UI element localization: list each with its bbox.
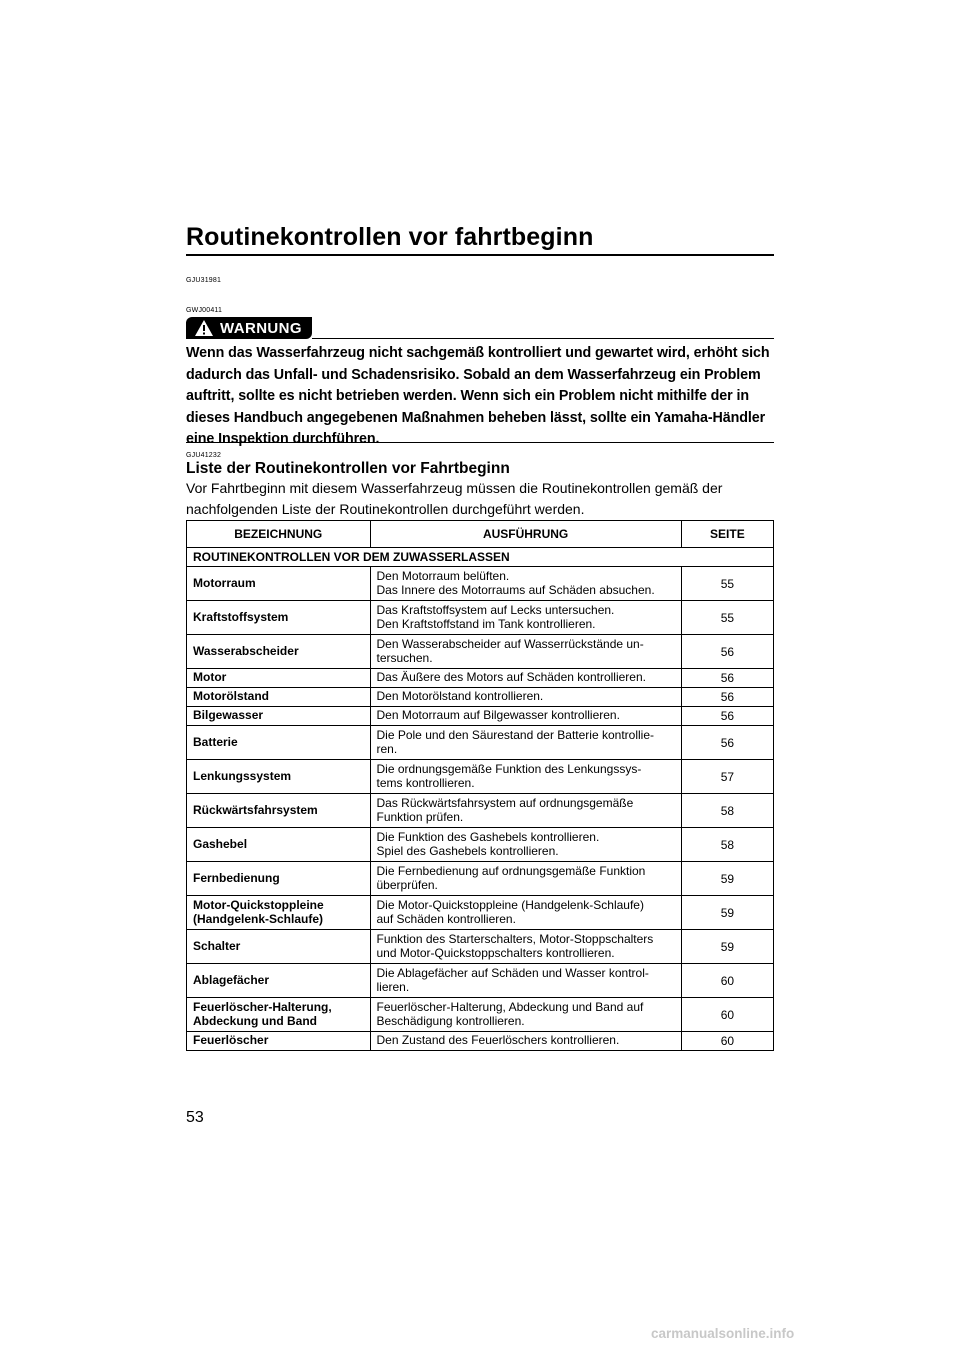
row-action: Die Pole und den Säurestand der Batterie kontrollie- ren. <box>370 726 681 760</box>
row-page: 56 <box>681 669 773 688</box>
row-name: Gashebel <box>187 828 371 862</box>
page-title: Routinekontrollen vor fahrtbeginn <box>186 222 774 256</box>
table-row <box>187 862 774 896</box>
row-name: Feuerlöscher-Halterung, Abdeckung und Band <box>187 998 371 1032</box>
table-row <box>187 964 774 998</box>
watermark: carmanualsonline.info <box>651 1326 795 1341</box>
table-row <box>187 567 774 601</box>
table-row <box>187 828 774 862</box>
row-name: Motorraum <box>187 567 371 601</box>
table-row <box>187 760 774 794</box>
routine-checks-table <box>186 520 774 1051</box>
row-name: Fernbedienung <box>187 862 371 896</box>
column-header-seite: SEITE <box>681 521 773 548</box>
table-row <box>187 635 774 669</box>
row-action: Den Motorölstand kontrollieren. <box>370 688 681 707</box>
row-page: 55 <box>681 567 773 601</box>
row-name: Motor <box>187 669 371 688</box>
warning-end-rule <box>186 442 774 443</box>
table-row <box>187 688 774 707</box>
row-page: 59 <box>681 930 773 964</box>
table-row <box>187 707 774 726</box>
row-name: Rückwärtsfahrsystem <box>187 794 371 828</box>
row-name: Bilgewasser <box>187 707 371 726</box>
row-action: Das Äußere des Motors auf Schäden kontrollieren. <box>370 669 681 688</box>
section-title: Liste der Routinekontrollen vor Fahrtbeginn <box>186 460 510 477</box>
table-row <box>187 601 774 635</box>
row-action: Den Motorraum auf Bilgewasser kontrollieren. <box>370 707 681 726</box>
row-action: Den Zustand des Feuerlöschers kontrollieren. <box>370 1032 681 1051</box>
row-action: Das Kraftstoffsystem auf Lecks untersuchen. Den Kraftstoffstand im Tank kontrollieren. <box>370 601 681 635</box>
row-action: Die Fernbedienung auf ordnungsgemäße Funktion überprüfen. <box>370 862 681 896</box>
warning-text: Wenn das Wasserfahrzeug nicht sachgemäß kontrolliert und gewartet wird, erhöht sich dadurch das Unfall- und Schadensrisiko. Sobald an dem Wasserfahrzeug ein Problem auftritt, sollte es nicht betrieben werden. Wenn sich ein Problem nicht mithilfe der in dieses Handbuch angegebenen Maßnahmen beheben lässt, sollte ein Yamaha-Händler eine Inspektion durchführen. <box>186 345 770 448</box>
row-page: 56 <box>681 635 773 669</box>
table-row <box>187 669 774 688</box>
row-page: 60 <box>681 964 773 998</box>
row-page: 59 <box>681 896 773 930</box>
row-page: 57 <box>681 760 773 794</box>
row-page: 59 <box>681 862 773 896</box>
row-page: 58 <box>681 794 773 828</box>
row-action: Den Motorraum belüften. Das Innere des Motorraums auf Schäden absuchen. <box>370 567 681 601</box>
row-name: Motor-Quickstoppleine (Handgelenk-Schlaufe) <box>187 896 371 930</box>
row-action: Die Ablagefächer auf Schäden und Wasser kontrol- lieren. <box>370 964 681 998</box>
row-page: 60 <box>681 1032 773 1051</box>
row-name: Schalter <box>187 930 371 964</box>
table-row <box>187 930 774 964</box>
row-action: Feuerlöscher-Halterung, Abdeckung und Band auf Beschädigung kontrollieren. <box>370 998 681 1032</box>
table-row <box>187 794 774 828</box>
row-page: 56 <box>681 726 773 760</box>
table-row <box>187 896 774 930</box>
row-name: Kraftstoffsystem <box>187 601 371 635</box>
warning-label: WARNUNG <box>220 319 302 337</box>
row-name: Feuerlöscher <box>187 1032 371 1051</box>
warning-header <box>186 317 774 341</box>
column-header-bezeichnung: BEZEICHNUNG <box>187 521 371 548</box>
doc-code-warning: GWJ00411 <box>186 307 223 314</box>
row-name: Wasserabscheider <box>187 635 371 669</box>
row-page: 56 <box>681 707 773 726</box>
table-row <box>187 726 774 760</box>
row-action: Den Wasserabscheider auf Wasserrückstände un- tersuchen. <box>370 635 681 669</box>
table-row <box>187 1032 774 1051</box>
row-page: 58 <box>681 828 773 862</box>
row-name: Batterie <box>187 726 371 760</box>
row-page: 60 <box>681 998 773 1032</box>
warning-rule <box>312 338 774 339</box>
doc-code-top: GJU31981 <box>186 277 222 284</box>
table-header-row <box>187 521 774 548</box>
row-action: Die Motor-Quickstoppleine (Handgelenk-Schlaufe) auf Schäden kontrollieren. <box>370 896 681 930</box>
row-name: Motorölstand <box>187 688 371 707</box>
row-action: Die ordnungsgemäße Funktion des Lenkungssys- tems kontrollieren. <box>370 760 681 794</box>
row-action: Die Funktion des Gashebels kontrollieren. Spiel des Gashebels kontrollieren. <box>370 828 681 862</box>
warning-badge <box>186 317 312 339</box>
section-intro: Vor Fahrtbeginn mit diesem Wasserfahrzeug müssen die Routinekontrollen gemäß der nachfolgenden Liste der Routinekontrollen durchgeführt werden. <box>186 480 723 517</box>
table-section-label: ROUTINEKONTROLLEN VOR DEM ZUWASSERLASSEN <box>187 548 774 567</box>
row-action: Funktion des Starterschalters, Motor-Stoppschalters und Motor-Quickstoppschalters kontrollieren. <box>370 930 681 964</box>
table-section-row <box>187 548 774 567</box>
row-page: 56 <box>681 688 773 707</box>
row-name: Ablagefächer <box>187 964 371 998</box>
row-page: 55 <box>681 601 773 635</box>
row-action: Das Rückwärtsfahrsystem auf ordnungsgemäße Funktion prüfen. <box>370 794 681 828</box>
column-header-ausfuehrung: AUSFÜHRUNG <box>370 521 681 548</box>
warning-triangle-icon <box>194 319 214 337</box>
row-name: Lenkungssystem <box>187 760 371 794</box>
page-number: 53 <box>186 1109 204 1126</box>
table-row <box>187 998 774 1032</box>
doc-code-section: GJU41232 <box>186 452 222 459</box>
